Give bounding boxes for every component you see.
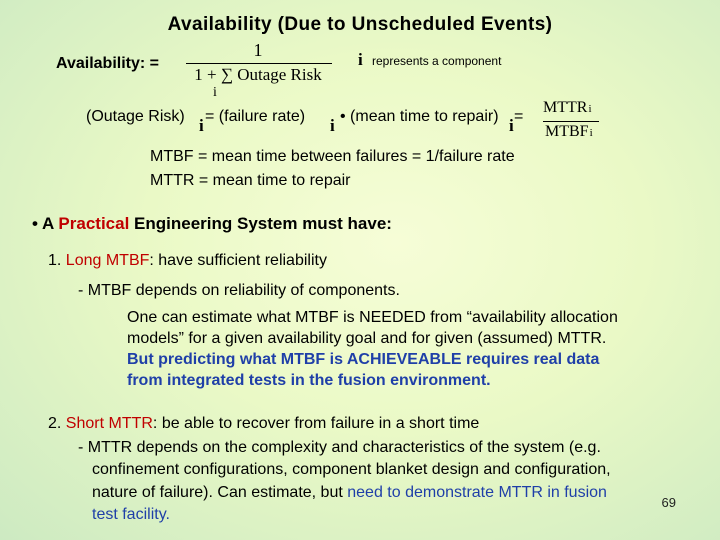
item2-line2: confinement configurations, component blanket design and configuration, [92, 461, 611, 478]
item1-para-line4: from integrated tests in the fusion environment. [127, 372, 491, 389]
availability-numerator: 1 [253, 40, 263, 60]
mtbf-definition: MTBF = mean time between failures = 1/failure rate [150, 148, 515, 165]
outage-sub-3: i [509, 116, 514, 135]
short-mttr-term: Short MTTR [65, 415, 153, 432]
sum-index: i [213, 85, 217, 100]
item2-heading: 2. Short MTTR: be able to recover from failure in a short time [48, 415, 480, 432]
index-symbol: i [358, 50, 363, 69]
item1-para-line3: But predicting what MTBF is ACHIEVEABLE requires real data [127, 351, 600, 368]
practical-word: Practical [58, 214, 130, 233]
page-number: 69 [661, 495, 676, 510]
item2-line1: - MTTR depends on the complexity and characteristics of the system (e.g. [78, 439, 601, 456]
fusion-need-text: need to demonstrate MTTR in fusion [347, 484, 607, 501]
availability-denominator: 1 + ∑ Outage Risk [194, 65, 322, 84]
mttr-fraction-bar [543, 121, 599, 122]
section-heading: • A Practical Engineering System must have: [32, 214, 392, 233]
fraction-bar [186, 63, 332, 64]
index-note: represents a component [372, 54, 502, 68]
long-mtbf-term: Long MTBF [65, 252, 150, 269]
mttr-definition: MTTR = mean time to repair [150, 172, 351, 189]
mtbf-denominator: MTBFi [545, 123, 593, 140]
item1-para-line1: One can estimate what MTBF is NEEDED from “availability allocation [127, 309, 618, 326]
item1-subpoint: - MTBF depends on reliability of components. [78, 282, 400, 299]
availability-label: Availability: = [56, 55, 159, 72]
repair-time-term: • (mean time to repair) [340, 108, 499, 125]
outage-risk-lhs: (Outage Risk) [86, 108, 185, 125]
outage-sub-2: i [330, 116, 335, 135]
failure-rate-term: = (failure rate) [205, 108, 306, 125]
item2-line4: test facility. [92, 506, 170, 523]
mttr-numerator: MTTRi [543, 99, 592, 116]
item1-heading: 1. Long MTBF: have sufficient reliability [48, 252, 327, 269]
item2-line3: nature of failure). Can estimate, but need to demonstrate MTTR in fusion [92, 484, 607, 501]
item1-para-line2: models” for a given availability goal and for given (assumed) MTTR. [127, 330, 607, 347]
outage-sub-1: i [199, 116, 204, 135]
outage-equals: = [514, 108, 524, 125]
slide-title: Availability (Due to Unscheduled Events) [167, 14, 553, 35]
